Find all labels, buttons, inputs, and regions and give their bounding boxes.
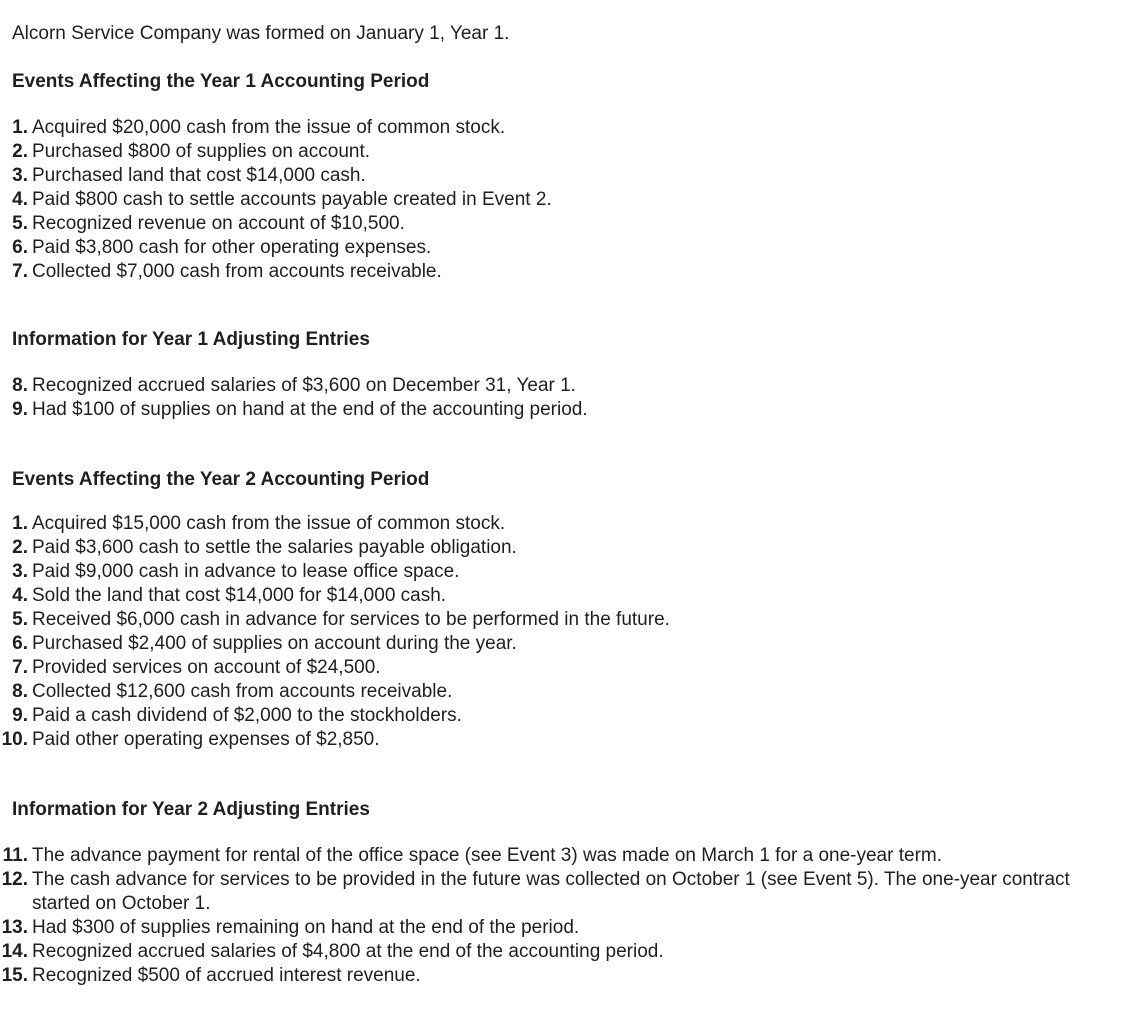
year2-events-list bbox=[0, 512, 670, 752]
item-text: Had $300 of supplies remaining on hand at the end of the period. bbox=[32, 917, 580, 938]
item-number: 9. bbox=[12, 705, 28, 726]
list-item bbox=[0, 260, 552, 284]
item-number: 5. bbox=[12, 609, 28, 630]
section-heading-year2-events: Events Affecting the Year 2 Accounting Period bbox=[12, 469, 430, 490]
item-number: 7. bbox=[12, 261, 28, 282]
list-item bbox=[0, 188, 552, 212]
list-item bbox=[0, 632, 670, 656]
section-heading-year1-events: Events Affecting the Year 1 Accounting Period bbox=[12, 71, 430, 92]
item-number: 13. bbox=[1, 917, 28, 938]
list-item bbox=[0, 868, 1102, 916]
item-text: Paid $9,000 cash in advance to lease office space. bbox=[32, 561, 460, 582]
list-item bbox=[0, 560, 670, 584]
year2-adjusting-list bbox=[0, 844, 1102, 988]
item-text: Purchased $2,400 of supplies on account during the year. bbox=[32, 633, 517, 654]
item-text: Collected $7,000 cash from accounts receivable. bbox=[32, 261, 442, 282]
list-item bbox=[0, 140, 552, 164]
item-text: Paid a cash dividend of $2,000 to the stockholders. bbox=[32, 705, 462, 726]
item-text: Received $6,000 cash in advance for services to be performed in the future. bbox=[32, 609, 670, 630]
list-item bbox=[0, 236, 552, 260]
item-number: 5. bbox=[12, 213, 28, 234]
item-text: The cash advance for services to be provided in the future was collected on October 1 (see Event 5). The one-year contract started on October 1. bbox=[32, 869, 1070, 914]
item-text: Paid $800 cash to settle accounts payable created in Event 2. bbox=[32, 189, 552, 210]
item-number: 3. bbox=[12, 165, 28, 186]
list-item bbox=[0, 844, 1102, 868]
list-item bbox=[0, 536, 670, 560]
item-number: 11. bbox=[2, 845, 28, 866]
item-number: 4. bbox=[12, 585, 28, 606]
item-text: Paid $3,600 cash to settle the salaries payable obligation. bbox=[32, 537, 517, 558]
item-text: The advance payment for rental of the office space (see Event 3) was made on March 1 for a one-year term. bbox=[32, 845, 943, 866]
section-heading-year1-adjusting: Information for Year 1 Adjusting Entries bbox=[12, 329, 370, 350]
item-number: 10. bbox=[1, 729, 28, 750]
list-item bbox=[0, 608, 670, 632]
item-text: Had $100 of supplies on hand at the end of the accounting period. bbox=[32, 399, 588, 420]
item-number: 7. bbox=[12, 657, 28, 678]
item-text: Acquired $20,000 cash from the issue of common stock. bbox=[32, 117, 506, 138]
item-number: 1. bbox=[12, 513, 28, 534]
list-item bbox=[0, 728, 670, 752]
list-item bbox=[0, 584, 670, 608]
item-text: Sold the land that cost $14,000 for $14,000 cash. bbox=[32, 585, 447, 606]
list-item bbox=[0, 656, 670, 680]
list-item bbox=[0, 680, 670, 704]
item-number: 15. bbox=[1, 965, 28, 986]
list-item bbox=[0, 164, 552, 188]
list-item bbox=[0, 212, 552, 236]
item-text: Recognized $500 of accrued interest revenue. bbox=[32, 965, 421, 986]
list-item bbox=[0, 916, 1102, 940]
item-number: 3. bbox=[12, 561, 28, 582]
item-number: 6. bbox=[12, 633, 28, 654]
item-text: Purchased $800 of supplies on account. bbox=[32, 141, 371, 162]
item-text: Acquired $15,000 cash from the issue of common stock. bbox=[32, 513, 506, 534]
intro-text: Alcorn Service Company was formed on January 1, Year 1. bbox=[12, 23, 510, 44]
item-number: 9. bbox=[12, 399, 28, 420]
item-number: 4. bbox=[12, 189, 28, 210]
item-text: Recognized accrued salaries of $4,800 at the end of the accounting period. bbox=[32, 941, 664, 962]
item-number: 2. bbox=[12, 537, 28, 558]
item-number: 6. bbox=[12, 237, 28, 258]
item-number: 14. bbox=[1, 941, 28, 962]
year1-adjusting-list bbox=[0, 374, 588, 422]
item-text: Paid $3,800 cash for other operating expenses. bbox=[32, 237, 432, 258]
item-text: Paid other operating expenses of $2,850. bbox=[32, 729, 380, 750]
year1-events-list bbox=[0, 116, 552, 284]
item-number: 8. bbox=[12, 681, 28, 702]
list-item bbox=[0, 116, 552, 140]
list-item bbox=[0, 374, 588, 398]
item-text: Provided services on account of $24,500. bbox=[32, 657, 381, 678]
list-item bbox=[0, 964, 1102, 988]
list-item bbox=[0, 704, 670, 728]
list-item bbox=[0, 512, 670, 536]
item-text: Collected $12,600 cash from accounts receivable. bbox=[32, 681, 453, 702]
list-item bbox=[0, 940, 1102, 964]
list-item bbox=[0, 398, 588, 422]
item-number: 2. bbox=[12, 141, 28, 162]
item-number: 12. bbox=[1, 869, 28, 890]
item-number: 1. bbox=[12, 117, 28, 138]
section-heading-year2-adjusting: Information for Year 2 Adjusting Entries bbox=[12, 799, 370, 820]
item-text: Purchased land that cost $14,000 cash. bbox=[32, 165, 366, 186]
item-text: Recognized revenue on account of $10,500. bbox=[32, 213, 405, 234]
item-number: 8. bbox=[12, 375, 28, 396]
item-text: Recognized accrued salaries of $3,600 on December 31, Year 1. bbox=[32, 375, 576, 396]
